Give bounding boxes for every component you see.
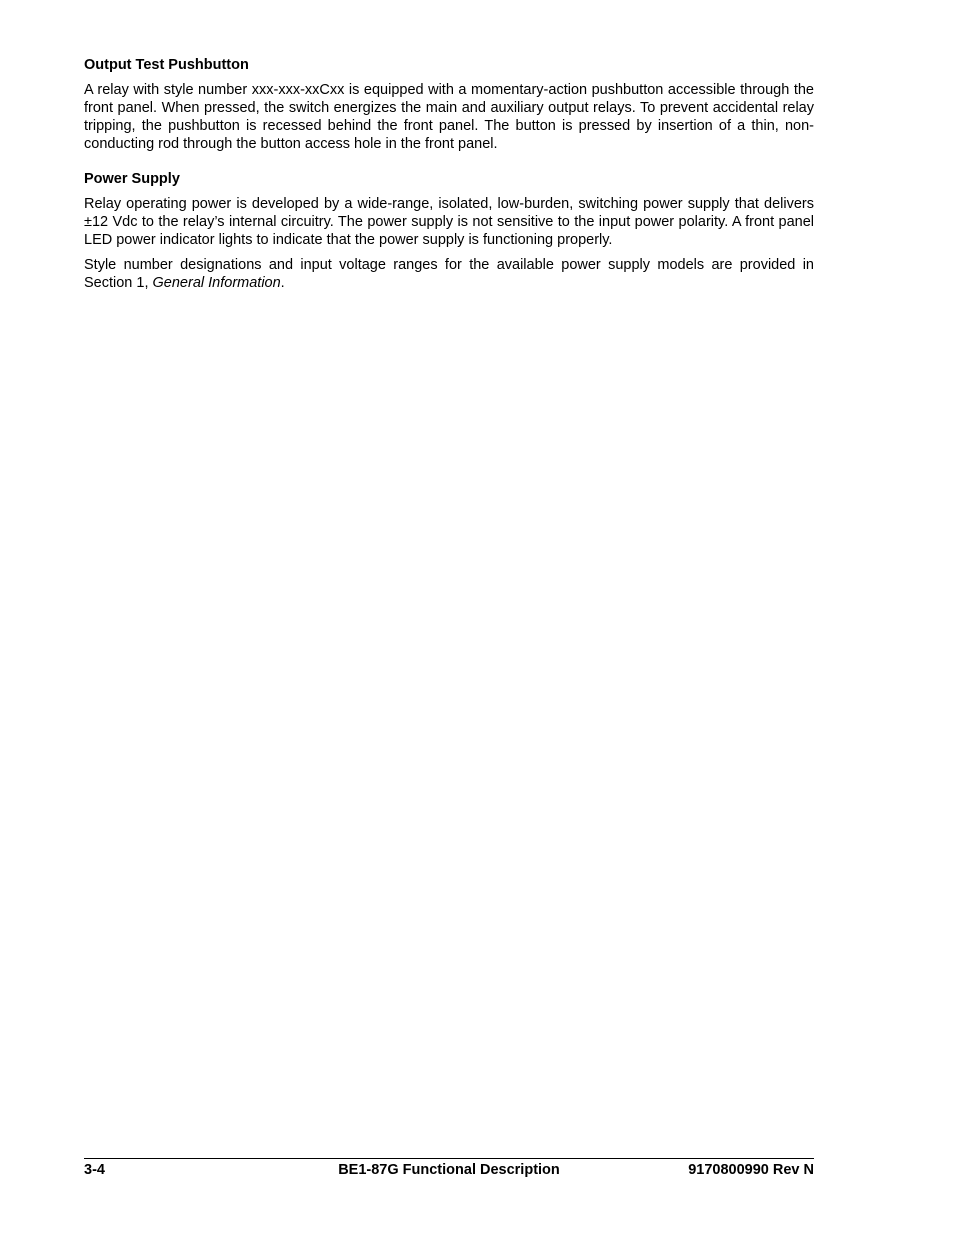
section-heading-output-test-pushbutton: Output Test Pushbutton xyxy=(84,57,249,73)
paragraph-output-test-pushbutton: A relay with style number xxx-xxx-xxCxx is equipped with a momentary-action pushbutton accessible through the front panel. When pressed, the switch energizes the main and auxiliary output relays. To prevent accidental relay tripping, the pushbutton is recessed behind the front panel. The button is pressed by insertion of a thin, non-conducting rod through the button access hole in the front panel. xyxy=(84,82,814,152)
footer-title: BE1-87G Functional Description xyxy=(338,1162,560,1178)
footer-document-number: 9170800990 Rev N xyxy=(688,1162,814,1178)
reference-link-general-information: General Information xyxy=(152,275,281,291)
paragraph-power-supply-reference xyxy=(84,256,814,292)
reference-text-before: Style number designations and input voltage ranges for the available power supply models are provided in Section 1, xyxy=(84,257,814,291)
page-content xyxy=(84,56,814,309)
paragraph-power-supply: Relay operating power is developed by a wide-range, isolated, low-burden, switching power supply that delivers ±12 Vdc to the relay’s internal circuitry. The power supply is not sensitive to the input power polarity. A front panel LED power indicator lights to indicate that the power supply is functioning properly. xyxy=(84,196,814,248)
reference-text-after: . xyxy=(280,275,285,291)
footer-page-number: 3-4 xyxy=(84,1162,105,1178)
page-footer xyxy=(84,1158,814,1178)
section-heading-power-supply: Power Supply xyxy=(84,171,180,187)
